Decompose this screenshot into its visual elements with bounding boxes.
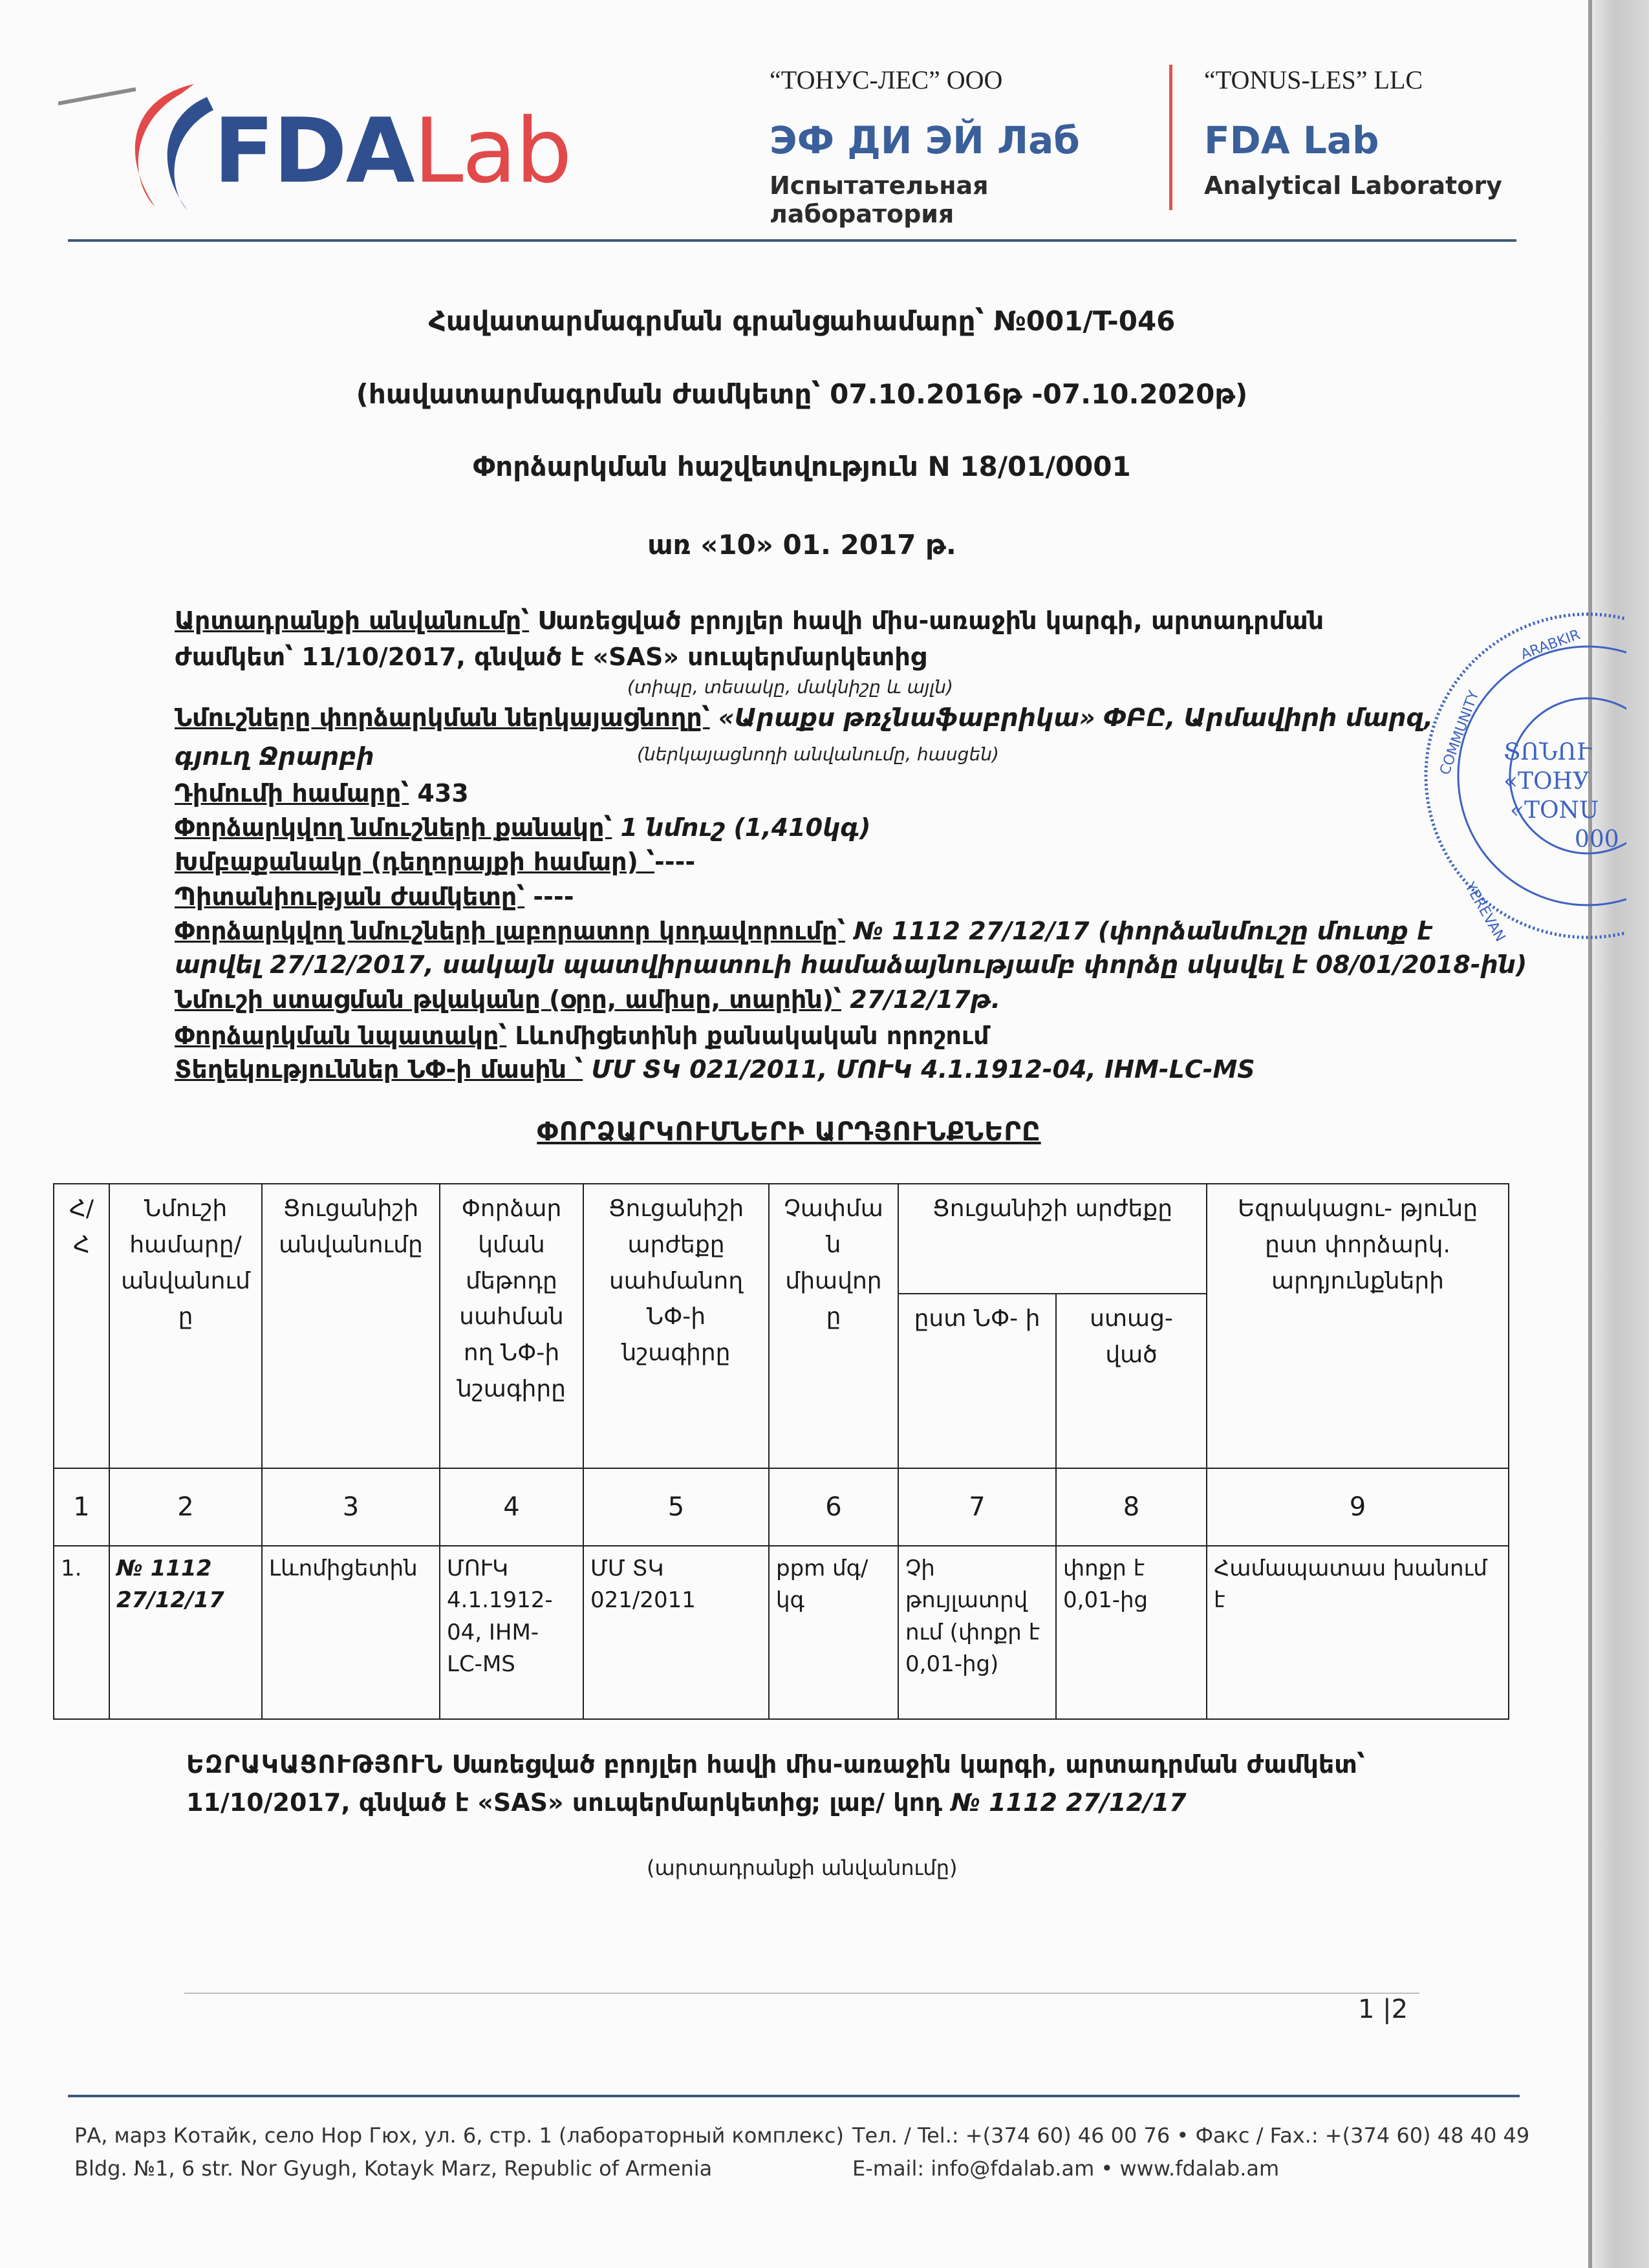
conclusion-hint: (արտադրանքի անվանումը) [647,1856,958,1880]
product-value-2: ժամկետ՝ 11/10/2017, գնված է «SAS» սուպերմարկետից [175,643,927,671]
nd-label: Տեղեկություններ ՆՓ-ի մասին ՝ [175,1055,583,1084]
conclusion [186,1746,1447,1822]
accreditation-number: Հավատարմագրման գրանցահամարը՝ №001/T-046 [428,305,1176,337]
header-sample: Նմուշի համարը/ անվանում ը [109,1184,262,1468]
col-number: 1 [54,1468,109,1546]
header-obtained: ստաց- ված [1056,1294,1207,1468]
organization-stamp [1413,608,1626,957]
batch-line [175,848,695,876]
row-sample: № 1112 27/12/17 [109,1546,262,1719]
header-rule [68,239,1516,242]
validity-line [175,883,574,911]
code-label: Փորձարկվող նմուշների լաբորատոր կոդավորումը՝ [175,917,846,945]
stamp-text-6: COMMUNITY [1437,689,1483,778]
results-title: ՓՈՐՁԱՐԿՈՒՄՆԵՐԻ ԱՐԴՅՈՒՆՔՆԵՐԸ [537,1117,1041,1147]
submitter-line-2 [175,742,374,771]
results-table [53,1183,1508,1718]
batch-label: Խմբաքանակը (դեղորայքի համար) ՝ [175,848,655,876]
product-hint: (տիպը, տեսակը, մակնիշը և այլն) [627,676,953,698]
product-line [175,606,1324,635]
col-number: 6 [769,1468,898,1546]
report-number: Փորձարկման հաշվետվություն N 18/01/0001 [473,451,1131,482]
footer-address-en: Bldg. №1, 6 str. Nor Gyugh, Kotayk Marz, Republic of Armenia [74,2156,713,2181]
submitter-hint: (ներկայացնողի անվանումը, հասցեն) [637,744,999,765]
product-label: Արտադրանքի անվանումը՝ [175,606,530,635]
conclusion-text-1: Սառեցված բրոյլեր հավի միս-առաջին կարգի, արտադրման ժամկետ՝ [443,1750,1365,1779]
header-indicator: Ցուցանիշի անվանումը [262,1184,440,1468]
col-number: 7 [898,1468,1056,1546]
col-number: 3 [262,1468,440,1546]
application-line [175,779,469,808]
row-indicator: Լևոմիցետին [262,1546,440,1719]
conclusion-code: № 1112 27/12/17 [951,1788,1187,1817]
quantity-line [175,813,870,842]
header-en-company: “TONUS-LES” LLC [1204,65,1423,94]
submitter-value-2: գյուղ Ջրարբի [175,742,374,771]
validity-value: ---- [524,883,574,911]
submitter-value-1: «Արաքս թռչնաֆաբրիկա» ՓԲԸ, Արմավիրի մարզ, [709,703,1434,732]
row-obtained: փոքր է 0,01-ից [1056,1546,1207,1719]
purpose-line [175,1022,989,1050]
col-number: 4 [440,1468,583,1546]
row-norm: Չի թույլատրվ ում (փոքր է 0,01-ից) [898,1546,1056,1719]
row-index: 1. [54,1546,109,1719]
purpose-value: Լևոմիցետինի քանակական որոշում [506,1022,989,1050]
logo-text [213,99,571,203]
header-method: Փորձար կման մեթոդը սահման ող ՆՓ-ի նշագիրը [440,1184,583,1468]
receipt-line [175,985,1000,1014]
logo-fda: FDA [213,99,414,203]
col-number: 8 [1056,1468,1207,1546]
nd-value: ՄՄ ՏԿ 021/2011, ՄՈՒԿ 4.1.1912-04, IHM-LC-MS [583,1055,1255,1084]
accreditation-period: (հավատարմագրման ժամկետը՝ 07.10.2016թ -07.10.2020թ) [356,378,1248,410]
quantity-label: Փորձարկվող նմուշների քանակը՝ [175,813,612,842]
header-ru-sub: Испытательная лаборатория [770,171,989,228]
header-norm: ըստ ՆՓ- ի [898,1294,1056,1468]
logo-lab: Lab [413,99,571,203]
code-line [175,917,1432,945]
header-en-sub: Analytical Laboratory [1204,171,1502,200]
footer-email: E-mail: info@fdalab.am • www.fdalab.am [852,2156,1280,2181]
code-value-2: արվել 27/12/2017, սակայն պատվիրատուի համաձայնությամբ փորձը սկսվել է 08/01/2018-ին) [175,950,1527,979]
header-index: Հ/ Հ [54,1184,109,1468]
stamp-text-4: 000 [1575,826,1619,853]
page-number: 1 |2 [1358,1995,1408,2024]
row-conclusion: Համապատաս խանում է [1207,1546,1509,1719]
application-label: Դիմումի համարը՝ [175,779,409,808]
header-values: Ցուցանիշի արժեքը [898,1184,1207,1294]
col-number: 9 [1207,1468,1509,1546]
header-ru [770,65,1151,228]
report-date: առ «10» 01. 2017 թ. [647,529,956,561]
conclusion-caption: ԵԶՐԱԿԱՑՈՒԹՅՈՒՆ [186,1750,444,1779]
scan-edge [1592,0,1649,2268]
footer-address [74,2119,844,2185]
footer-phone: Тел. / Tel.: +(374 60) 46 00 76 • Факс / Fax.: +(374 60) 48 40 49 [852,2123,1530,2148]
product-value-1: Սառեցված բրոյլեր հավի միս-առաջին կարգի, արտադրման [529,606,1324,635]
footer-address-ru: РА, марз Котайк, село Нор Гюх, ул. 6, стр. 1 (лабораторный комплекс) [74,2123,844,2148]
header-en [1204,65,1566,200]
batch-value: ---- [654,848,696,876]
header-ru-name: ЭФ ДИ ЭЙ Лаб [770,118,1080,162]
header-en-name: FDA Lab [1204,118,1379,162]
col-number: 2 [109,1468,262,1546]
product-line-2 [175,643,926,671]
fdalab-logo [58,71,571,220]
header-conclusion: Եզրակացու- թյունը ըստ փորձարկ. արդյունքների [1207,1184,1509,1468]
submitter-line [175,703,1433,732]
code-value-1: № 1112 27/12/17 (փորձանմուշը մուտք է [845,917,1432,945]
receipt-value: 27/12/17թ. [841,985,1001,1014]
row-unit: ppm մգ/կգ [769,1546,898,1719]
row-method: ՄՈՒԿ 4.1.1912- 04, IHM- LC-MS [440,1546,583,1719]
application-value: 433 [409,779,469,808]
receipt-label: Նմուշի ստացման թվականը (օրը, ամիսը, տարին)՝ [175,985,842,1014]
validity-label: Պիտանիության ժամկետը՝ [175,883,525,911]
header-nd: Ցուցանիշի արժեքը սահմանող ՆՓ-ի նշագիրը [583,1184,769,1468]
footer-contacts [852,2119,1529,2185]
page-rule [184,1993,1419,1994]
header-unit: Չափմա ն միավոր ը [769,1184,898,1468]
stamp-text-5: ARABKIR [1518,626,1583,663]
stamp-text-1: ՏՈՆՈՒ [1503,739,1591,765]
conclusion-text-2: 11/10/2017, գնված է «SAS» սուպերմարկետից; լաբ/ կոդ [186,1788,951,1817]
stamp-text-3: «TONU [1510,797,1599,824]
code-line-2 [175,950,1527,979]
nd-line [175,1055,1255,1084]
stamp-text-2: «ТОНУ [1503,768,1590,795]
quantity-value: 1 նմուշ (1,410կգ) [612,813,871,842]
stamp-seal-icon [1413,608,1626,957]
header-separator [1169,65,1172,210]
footer-rule [68,2095,1520,2097]
stamp-text-7: YEREVAN [1461,879,1509,945]
logo-swoosh-icon [58,71,226,220]
submitter-label: Նմուշները փորձարկման ներկայացնողը՝ [175,703,710,732]
row-nd: ՄՄ ՏԿ 021/2011 [583,1546,769,1719]
header-ru-company: “ТОНУС-ЛЕС” ООО [770,65,1003,94]
purpose-label: Փորձարկման նպատակը՝ [175,1022,507,1050]
col-number: 5 [583,1468,769,1546]
